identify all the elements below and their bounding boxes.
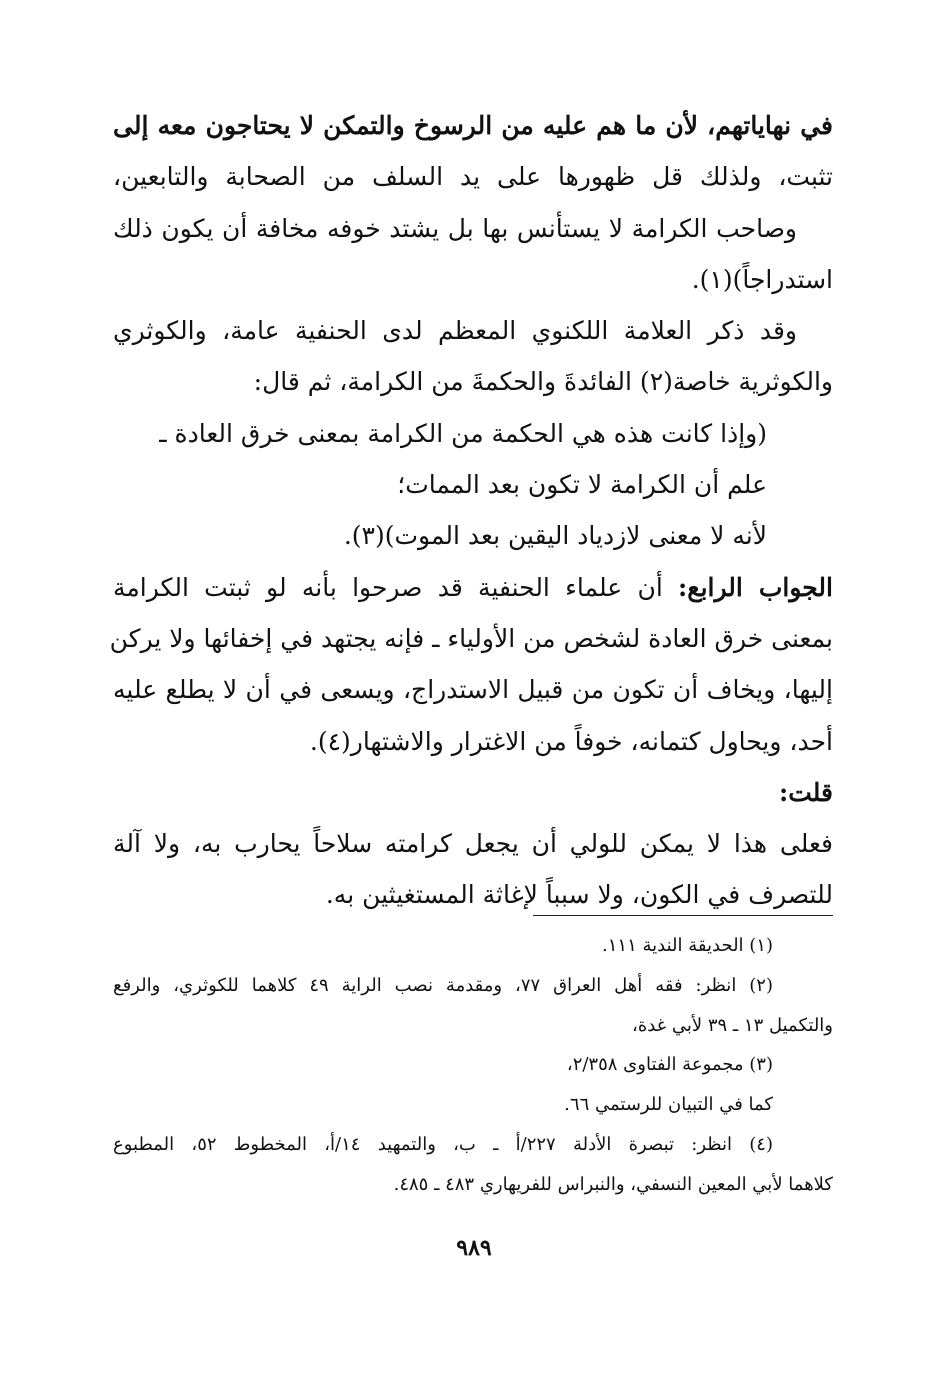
- text-line: والكوثرية خاصة(٢) الفائدةَ والحكمةَ من الكرامة، ثم قال:: [253, 367, 833, 397]
- text-line: وصاحب الكرامة لا يستأنس بها بل يشتد خوفه مخافة أن يكون ذلك: [113, 213, 797, 243]
- text-line: إليها، ويخاف أن تكون من قبيل الاستدراج، ويسعى في أن لا يطلع عليه: [113, 675, 833, 705]
- footnote-line: كما في التبيان للرستمي ٦٦.: [564, 1094, 773, 1116]
- footnote-line: (٤) انظر: تبصرة الأدلة ٢٢٧/أ ـ ب، والتمهيد ١٤/أ، المخطوط ٥٢، المطبوع: [113, 1133, 773, 1155]
- page-number: ٩٨٩: [456, 1235, 492, 1261]
- text-line: أحد، ويحاول كتمانه، خوفاً من الاغترار والاشتهار(٤).: [309, 726, 833, 756]
- text-line: وقد ذكر العلامة اللكنوي المعظم لدى الحنفية عامة، والكوثري: [113, 316, 797, 346]
- footnote-line: كلاهما لأبي المعين النسفي، والنبراس للفريهاري ٤٨٣ ـ ٤٨٥.: [393, 1173, 833, 1195]
- main-text: [109, 100, 833, 921]
- quote-line: (وإذا كانت هذه هي الحكمة من الكرامة بمعنى خرق العادة ـ: [159, 418, 767, 448]
- quote-line: علم أن الكرامة لا تكون بعد الممات؛: [397, 470, 767, 500]
- text-line: في نهاياتهم، لأن ما هم عليه من الرسوخ والتمكن لا يحتاجون معه إلى: [113, 111, 833, 140]
- answer-heading: الجواب الرابع:: [678, 572, 833, 602]
- text-line: للتصرف في الكون، ولا سبباً لإغاثة المستغيثين به.: [325, 880, 833, 910]
- footnotes: [113, 926, 833, 1205]
- footnote-line: (٣) مجموعة الفتاوى ٢/٣٥٨،: [566, 1054, 773, 1076]
- footnote-line: (٢) انظر: فقه أهل العراق ٧٧، ومقدمة نصب الراية ٤٩ كلاهما للكوثري، والرفع: [113, 974, 773, 996]
- quote-line: لأنه لا معنى لازدياد اليقين بعد الموت)(٣).: [343, 521, 767, 551]
- footnote-divider: [533, 915, 833, 916]
- answer-text: أن علماء الحنفية قد صرحوا بأنه لو ثبتت الكرامة: [113, 572, 663, 602]
- text-line: استدراجاً)(١).: [691, 264, 833, 294]
- section-heading: قلت:: [778, 777, 833, 807]
- answer-line: [113, 562, 833, 613]
- text-line: تثبت، ولذلك قل ظهورها على يد السلف من الصحابة والتابعين،: [113, 162, 833, 192]
- footnote-line: والتكميل ١٣ ـ ٣٩ لأبي غدة،: [632, 1014, 833, 1036]
- footnote-line: (١) الحديقة الندية ١١١.: [602, 935, 773, 956]
- text-line: فعلى هذا لا يمكن للولي أن يجعل كرامته سلاحاً يحارب به، ولا آلة: [113, 829, 833, 859]
- text-line: بمعنى خرق العادة لشخص من الأولياء ـ فإنه يجتهد في إخفائها ولا يركن: [109, 623, 833, 653]
